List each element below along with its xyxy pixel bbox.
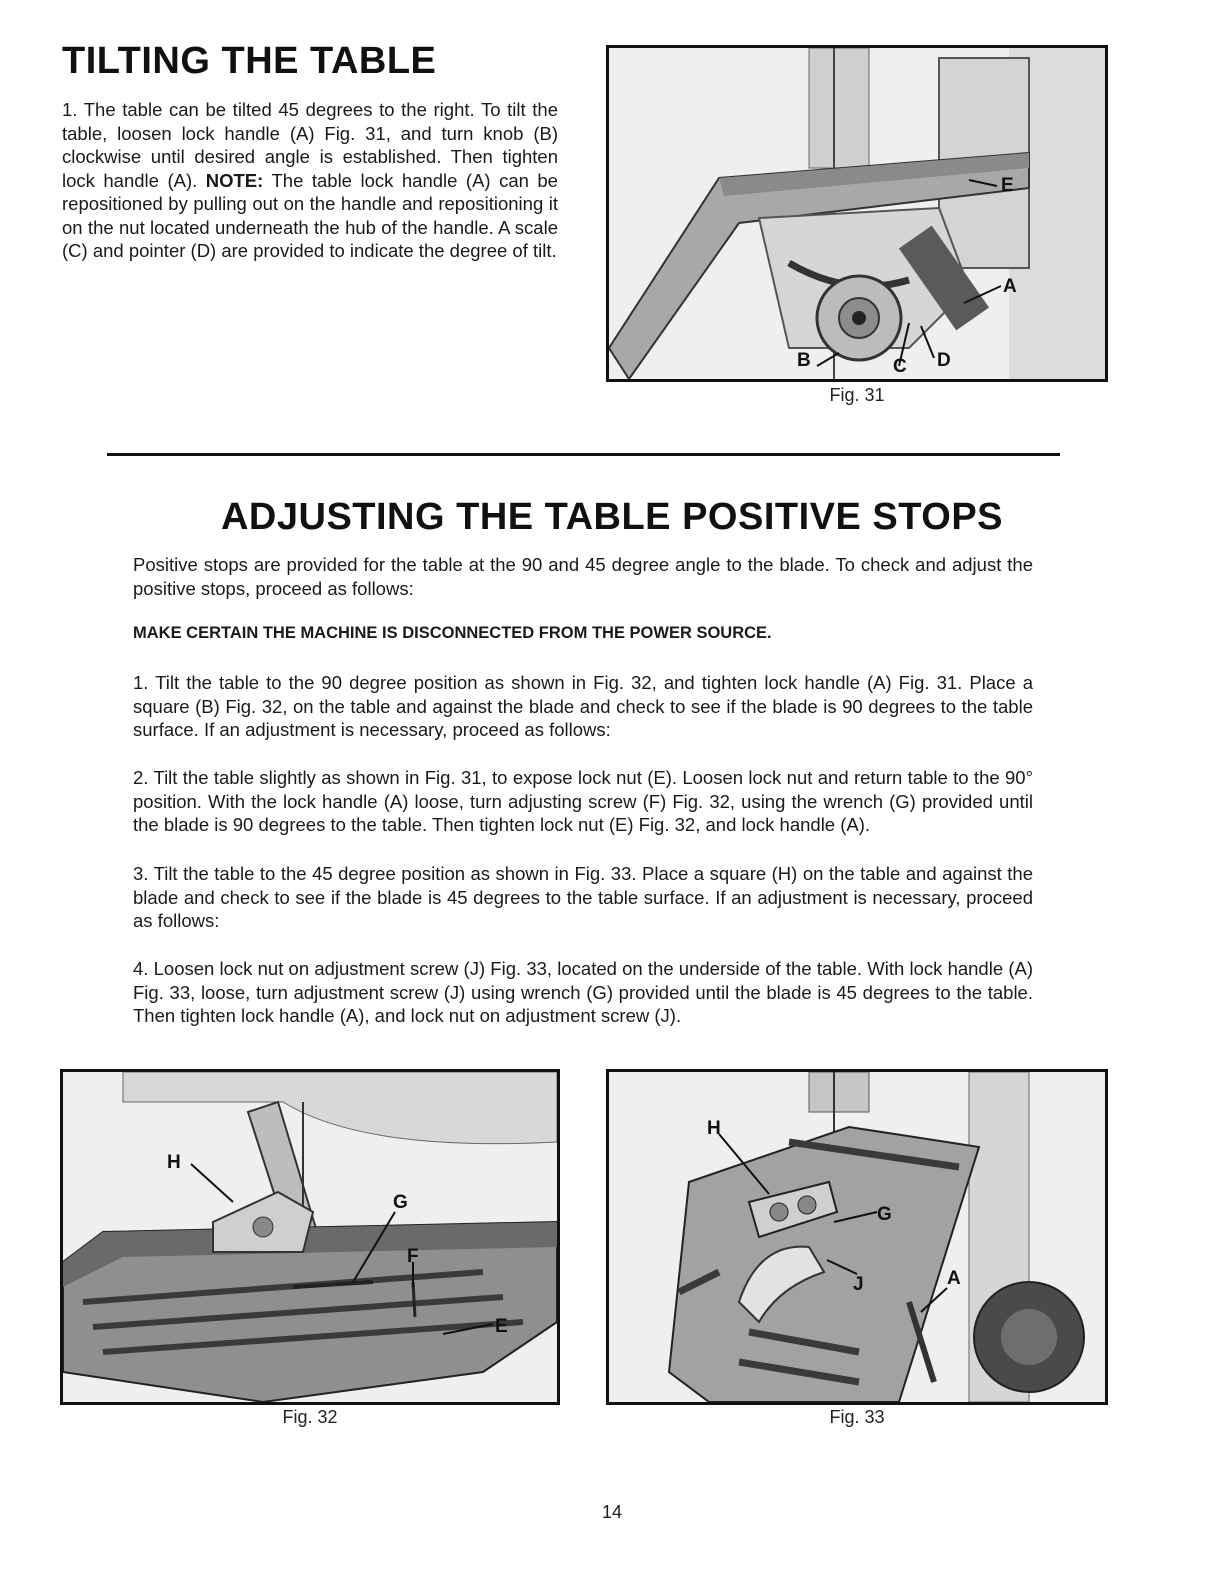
figure-31-illustration <box>609 48 1105 379</box>
fig32-label-g: G <box>393 1192 408 1213</box>
positive-stops-intro: Positive stops are provided for the table at the 90 and 45 degree angle to the blade. To check and adjust the positive stops, proceed as follows: <box>133 554 1033 599</box>
power-warning: MAKE CERTAIN THE MACHINE IS DISCONNECTED FROM THE POWER SOURCE. <box>133 624 772 642</box>
positive-stops-step-1: 1. Tilt the table to the 90 degree position as shown in Fig. 32, and tighten lock handle (A) Fig. 31. Place a square (B) Fig. 32, on the table and against the blade and check to see if the blade is 90 degrees to the table surface. If an adjustment is necessary, proceed as follows: <box>133 672 1033 740</box>
figure-33 <box>606 1069 1108 1405</box>
fig32-label-e: E <box>495 1316 508 1337</box>
positive-stops-step-2: 2. Tilt the table slightly as shown in Fig. 31, to expose lock nut (E). Loosen lock nut and return table to the 90° position. With the lock handle (A) loose, turn adjusting screw (F) Fig. 32, using the wrench (G) provided until the blade is 90 degrees to the table. Then tighten lock nut (E) Fig. 32, and lock handle (A). <box>133 767 1033 835</box>
figure-32 <box>60 1069 560 1405</box>
fig33-label-a: A <box>947 1268 961 1289</box>
section-title-tilting: TILTING THE TABLE <box>62 40 437 82</box>
fig31-label-b: B <box>797 350 811 371</box>
fig31-label-d: D <box>937 350 951 371</box>
figure-32-illustration <box>63 1072 557 1402</box>
section-title-positive-stops: ADJUSTING THE TABLE POSITIVE STOPS <box>220 496 1004 538</box>
fig33-caption: Fig. 33 <box>829 1407 885 1427</box>
page-number: 14 <box>601 1502 623 1522</box>
fig33-label-h: H <box>707 1118 721 1139</box>
fig33-label-j: J <box>853 1274 864 1295</box>
fig31-caption: Fig. 31 <box>829 385 885 405</box>
positive-stops-step-3: 3. Tilt the table to the 45 degree position as shown in Fig. 33. Place a square (H) on the table and against the blade and check to see if the blade is 45 degrees to the table surface. If an adjustment is necessary, proceed as follows: <box>133 863 1033 931</box>
fig32-caption: Fig. 32 <box>282 1407 338 1427</box>
note-label: NOTE: <box>205 169 264 191</box>
tilting-step-1-text-a: 1. The table can be tilted 45 degrees to the right. To tilt the table, loosen lock handle (A) Fig. 31, and turn knob (B) clockwise until desired angle is established. Then tighten lock handle (A). <box>62 99 558 191</box>
section-divider <box>107 453 1060 456</box>
tilting-step-1-text-b: The table lock handle (A) can be repositioned by pulling out on the handle and repositioning it on the nut located underneath the hub of the handle. A scale (C) and pointer (D) are provided to indicate the degree of tilt. <box>62 169 558 261</box>
fig32-label-h: H <box>167 1152 181 1173</box>
figure-33-illustration <box>609 1072 1105 1402</box>
positive-stops-step-4: 4. Loosen lock nut on adjustment screw (J) Fig. 33, located on the underside of the table. With lock handle (A) Fig. 33, loose, turn adjustment screw (J) using wrench (G) provided until the blade is 45 degrees to the table. Then tighten lock handle (A), and lock nut on adjustment screw (J). <box>133 958 1033 1026</box>
fig32-label-f: F <box>407 1246 419 1267</box>
fig33-label-g: G <box>877 1204 892 1225</box>
fig31-label-e: E <box>1001 175 1014 196</box>
tilting-step-1 <box>62 98 558 263</box>
figure-31 <box>606 45 1108 382</box>
fig31-label-a: A <box>1003 276 1017 297</box>
fig31-label-c: C <box>893 356 907 377</box>
